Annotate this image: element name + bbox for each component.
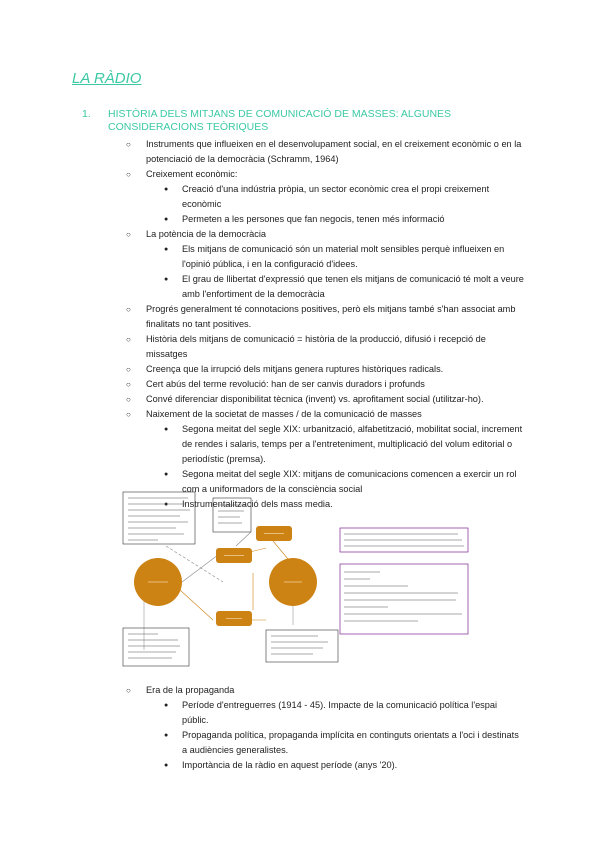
sub-list-item: ● El grau de llibertat d'expressió que tenen els mitjans de comunicació té molt a veure amb l'enfortiment de la democràcia (164, 272, 526, 302)
main-bullet-list (126, 137, 526, 512)
list-item (126, 332, 526, 362)
page-title: LA RÀDIO (72, 70, 142, 87)
list-item (126, 362, 526, 377)
section-number: 1. (82, 108, 91, 120)
sub-list-item: ● Segona meitat del segle XIX: urbanització, alfabetització, mobilitat social, increment de rendes i salaris, temps per a l'entreteniment, multiplicació del volum editorial o periodístic (premsa). (164, 422, 526, 467)
list-item (126, 683, 526, 773)
list-item (126, 302, 526, 332)
sub-list (164, 182, 526, 227)
list-item (126, 227, 526, 302)
list-item (126, 137, 526, 167)
list-item-text: Era de la propaganda (146, 685, 235, 695)
secondary-bullet-list (126, 683, 526, 773)
sub-list-item: ● Propaganda política, propaganda implícita en continguts orientats a l'oci i destinats a audiències generalistes. (164, 728, 526, 758)
list-item-text: Creença que la irrupció dels mitjans genera ruptures històriques radicals. (146, 364, 444, 374)
note-bottom-center (266, 630, 338, 662)
note-bottom-left (123, 628, 189, 666)
list-item (126, 377, 526, 392)
note-right-list (340, 564, 468, 634)
sub-list-item: ● Importància de la ràdio en aquest període (anys '20). (164, 758, 526, 773)
list-item (126, 392, 526, 407)
bullet-list (126, 137, 526, 512)
list-item-text: Progrés generalment té connotacions positives, però els mitjans també s'han associat amb finalitats no tant positives. (146, 304, 516, 329)
section-title: HISTÒRIA DELS MITJANS DE COMUNICACIÓ DE MASSES: ALGUNES CONSIDERACIONS TEÒRIQUES (108, 108, 452, 133)
concept-diagram (118, 490, 478, 668)
list-item-text: Creixement econòmic: (146, 169, 238, 179)
list-item (126, 167, 526, 227)
note-top-left (123, 492, 195, 544)
list-item-text: Història dels mitjans de comunicació = història de la producció, difusió i recepció de missatges (146, 334, 486, 359)
list-item-text: Naixement de la societat de masses / de la comunicació de masses (146, 409, 422, 419)
list-item-text: Cert abús del terme revolució: han de ser canvis duradors i profunds (146, 379, 425, 389)
sub-list-item: ● Instrumentalització dels mass media. (164, 497, 526, 512)
sub-list-item: ● Període d'entreguerres (1914 - 45). Impacte de la comunicació política l'espai públic. (164, 698, 526, 728)
list-item-text: Instruments que influeixen en el desenvolupament social, en el creixement econòmic o en la potenciació de la democràcia (Schramm, 1964) (146, 139, 522, 164)
list-item-text: La potència de la democràcia (146, 229, 267, 239)
list-item-text: Convé diferenciar disponibilitat tècnica (invent) vs. aprofitament social (utilitzar-ho). (146, 394, 484, 404)
note-top-center (213, 498, 251, 532)
sub-list-item: ● Segona meitat del segle XIX: mitjans de comunicacions comencen a exercir un rol com a uniformadors de la consciència social (164, 467, 526, 497)
sub-list-item: ● Els mitjans de comunicació són un material molt sensibles perquè influeixen en l'opinió pública, i en la configuració d'idees. (164, 242, 526, 272)
bullet-list (126, 683, 526, 773)
sub-list (164, 698, 526, 773)
sub-list-item: ● Permeten a les persones que fan negocis, tenen més informació (164, 212, 526, 227)
sub-list-item: ● Creació d'una indústria pròpia, un sector econòmic crea el propi creixement econòmic (164, 182, 526, 212)
note-right-top (340, 528, 468, 552)
sub-list (164, 242, 526, 302)
